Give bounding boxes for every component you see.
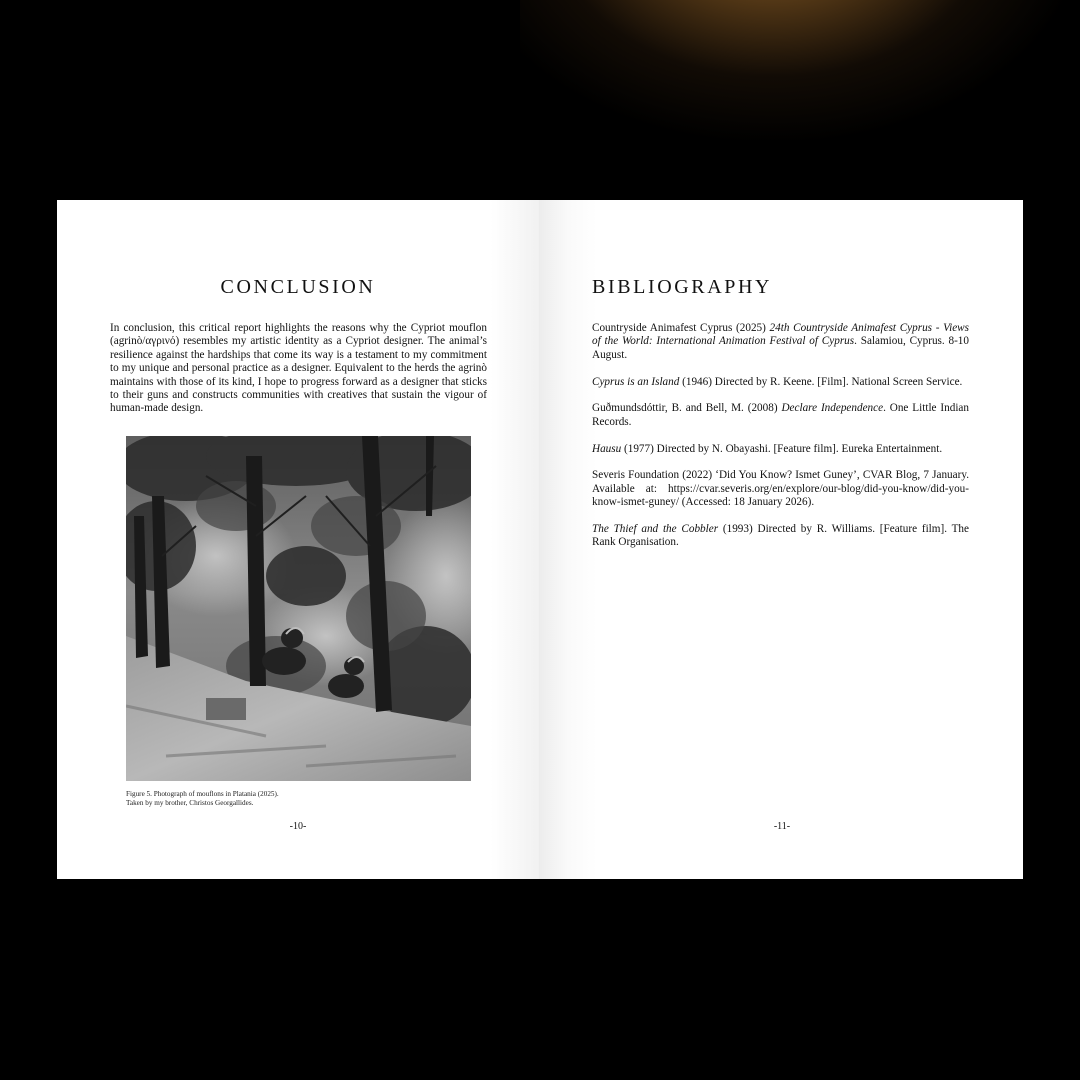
caption-line-1: Figure 5. Photograph of mouflons in Platania (2025). <box>126 790 279 798</box>
right-page <box>539 200 1023 879</box>
bibliography-entry: The Thief and the Cobbler (1993) Directed by R. Williams. [Feature film]. The Rank Organisation. <box>592 523 969 549</box>
book-spread <box>57 200 1023 879</box>
bibliography-entry: Severis Foundation (2022) ‘Did You Know? Ismet Guney’, CVAR Blog, 7 January. Available at: https://cvar.severis.org/en/explore/our-blog/did-you-know/did-you-know-ismet-guney/ (Accessed: 18 January 2026). <box>592 469 969 509</box>
page-number-right: -11- <box>773 821 791 832</box>
bibliography-entry: Countryside Animafest Cyprus (2025) 24th Countryside Animafest Cyprus - Views of the World: International Animation Festival of Cyprus. Salamiou, Cyprus. 8-10 August. <box>592 322 969 361</box>
figure-caption <box>126 790 426 808</box>
bibliography-entry: Cyprus is an Island (1946) Directed by R. Keene. [Film]. National Screen Service. <box>592 375 963 388</box>
bibliography-heading: BIBLIOGRAPHY <box>592 276 773 298</box>
caption-line-2: Taken by my brother, Christos Georgallides. <box>126 799 254 807</box>
bibliography-entry: Guðmundsdóttir, B. and Bell, M. (2008) Declare Independence. One Little Indian Records. <box>592 402 969 428</box>
left-page <box>57 200 539 879</box>
background-light-glow <box>520 0 1080 140</box>
bibliography-entry: Hausu (1977) Directed by N. Obayashi. [Feature film]. Eureka Entertainment. <box>592 442 943 455</box>
conclusion-paragraph: In conclusion, this critical report highlights the reasons why the Cypriot mouflon (agrinò/αγρινό) resembles my artistic identity as a Cypriot designer. The animal’s resilience against the hardships that come its way is a testament to my commitment to my unique and personal practice as a designer. Equivalent to the herds the agrinò maintains with those of its kind, I hope to progress forward as a designer that sticks to their guns and constructs communities with creatives that sustain the vigour of human-made design. <box>110 322 487 415</box>
page-number-left: -10- <box>289 821 307 832</box>
conclusion-heading: CONCLUSION <box>220 276 376 298</box>
mouflon-forest-photo <box>126 436 471 781</box>
bibliography-list <box>592 322 969 563</box>
